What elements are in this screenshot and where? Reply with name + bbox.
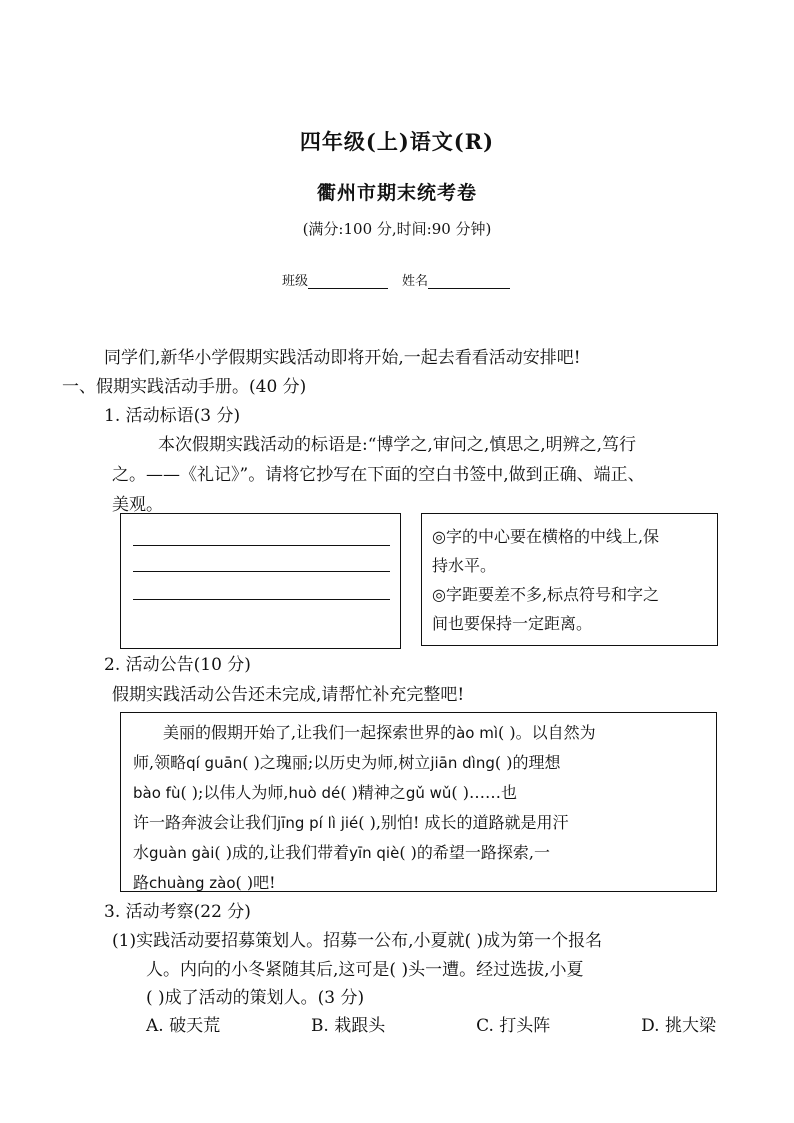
writing-line [133, 545, 390, 546]
q1-text-line-2: 之。——《礼记》”。请将它抄写在下面的空白书签中,做到正确、端正、 [112, 465, 645, 485]
q1-text-line-1: 本次假期实践活动的标语是:“博学之,审问之,慎思之,明辨之,笃行 [158, 435, 637, 455]
pinyin-prompt: yīn qiè [349, 844, 400, 862]
class-label: 班级 [282, 274, 309, 289]
notice-box [120, 712, 717, 892]
pinyin-prompt: qí guān [186, 754, 243, 772]
notice-text: 路 [133, 873, 150, 892]
pinyin-prompt: jīng pí lì jié [277, 814, 359, 832]
answer-options [146, 1011, 716, 1036]
answer-blank[interactable]: ( )的理想 [494, 753, 561, 772]
pinyin-prompt: ào mì [456, 724, 499, 742]
tip-line: ◎字距要差不多,标点符号和字之 [432, 585, 660, 604]
pinyin-prompt: jiān dìng [430, 754, 495, 772]
answer-blank[interactable]: ( ),别怕! 成长的道路就是用汗 [358, 813, 569, 832]
section1-heading: 一、假期实践活动手册。(40 分) [62, 377, 307, 397]
q1-heading: 1. 活动标语(3 分) [104, 406, 241, 426]
q1-text-line-3: 美观。 [112, 495, 163, 515]
option-c[interactable]: C. 打头阵 [476, 1016, 551, 1036]
notice-line [133, 838, 710, 868]
answer-blank[interactable]: ( )的希望一路探索,一 [399, 843, 550, 862]
class-field[interactable] [308, 274, 388, 289]
pinyin-prompt: guàn gài [149, 844, 215, 862]
writing-line [133, 599, 390, 600]
answer-blank[interactable]: ( );以伟人为师, [180, 783, 289, 802]
option-a[interactable]: A. 破天荒 [146, 1016, 221, 1036]
intro-text: 同学们,新华小学假期实践活动即将开始,一起去看看活动安排吧! [104, 348, 581, 368]
exam-subtitle: 衢州市期末统考卷 [316, 182, 477, 204]
writing-tips-box [421, 513, 718, 646]
answer-blank[interactable]: ( )之瑰丽;以历史为师,树立 [242, 753, 431, 772]
tip-line: 持水平。 [432, 556, 497, 575]
pinyin-prompt: gǔ wǔ [405, 784, 452, 802]
name-field[interactable] [428, 274, 510, 289]
answer-blank[interactable]: ( )成的,让我们带着 [214, 843, 350, 862]
notice-text: 师,领略 [133, 753, 187, 772]
notice-line [133, 748, 710, 778]
answer-blank[interactable]: ( )。以自然为 [498, 723, 596, 742]
pinyin-prompt: chuàng zào [149, 874, 236, 892]
notice-line [133, 808, 710, 838]
notice-text: 美丽的假期开始了,让我们一起探索世界的 [163, 723, 457, 742]
writing-line [133, 571, 390, 572]
page-title: 四年级(上)语文(R) [299, 129, 495, 154]
q2-heading: 2. 活动公告(10 分) [104, 655, 251, 675]
option-d[interactable]: D. 挑大梁 [641, 1016, 716, 1036]
tip-line: ◎字的中心要在横格的中线上,保 [432, 527, 660, 546]
bookmark-writing-box[interactable] [120, 513, 401, 649]
q3-sub1-line-2: 人。内向的小冬紧随其后,这可是( )头一遭。经过选拔,小夏 [146, 960, 584, 980]
option-b[interactable]: B. 栽跟头 [310, 1016, 386, 1036]
notice-text: 水 [133, 843, 150, 862]
answer-blank[interactable]: ( )吧! [235, 873, 276, 892]
name-row [282, 270, 510, 289]
answer-blank[interactable]: ( )精神之 [340, 783, 406, 802]
name-label: 姓名 [402, 274, 429, 289]
answer-blank[interactable]: ( )……也 [451, 783, 517, 802]
q3-heading: 3. 活动考察(22 分) [104, 902, 251, 922]
tip-line: 间也要保持一定距离。 [432, 614, 593, 633]
q2-prompt: 假期实践活动公告还未完成,请帮忙补充完整吧! [112, 685, 465, 705]
q3-sub1-line-1: (1)实践活动要招募策划人。招募一公布,小夏就( )成为第一个报名 [112, 931, 603, 951]
notice-line [133, 718, 710, 748]
q3-sub1-line-3: ( )成了活动的策划人。(3 分) [146, 988, 365, 1008]
pinyin-prompt: huò dé [288, 784, 341, 802]
notice-text: 许一路奔波会让我们 [133, 813, 278, 832]
pinyin-prompt: bào fù [133, 784, 181, 802]
notice-line [133, 778, 710, 808]
notice-line [133, 868, 710, 898]
exam-meta: (满分:100 分,时间:90 分钟) [302, 220, 492, 238]
